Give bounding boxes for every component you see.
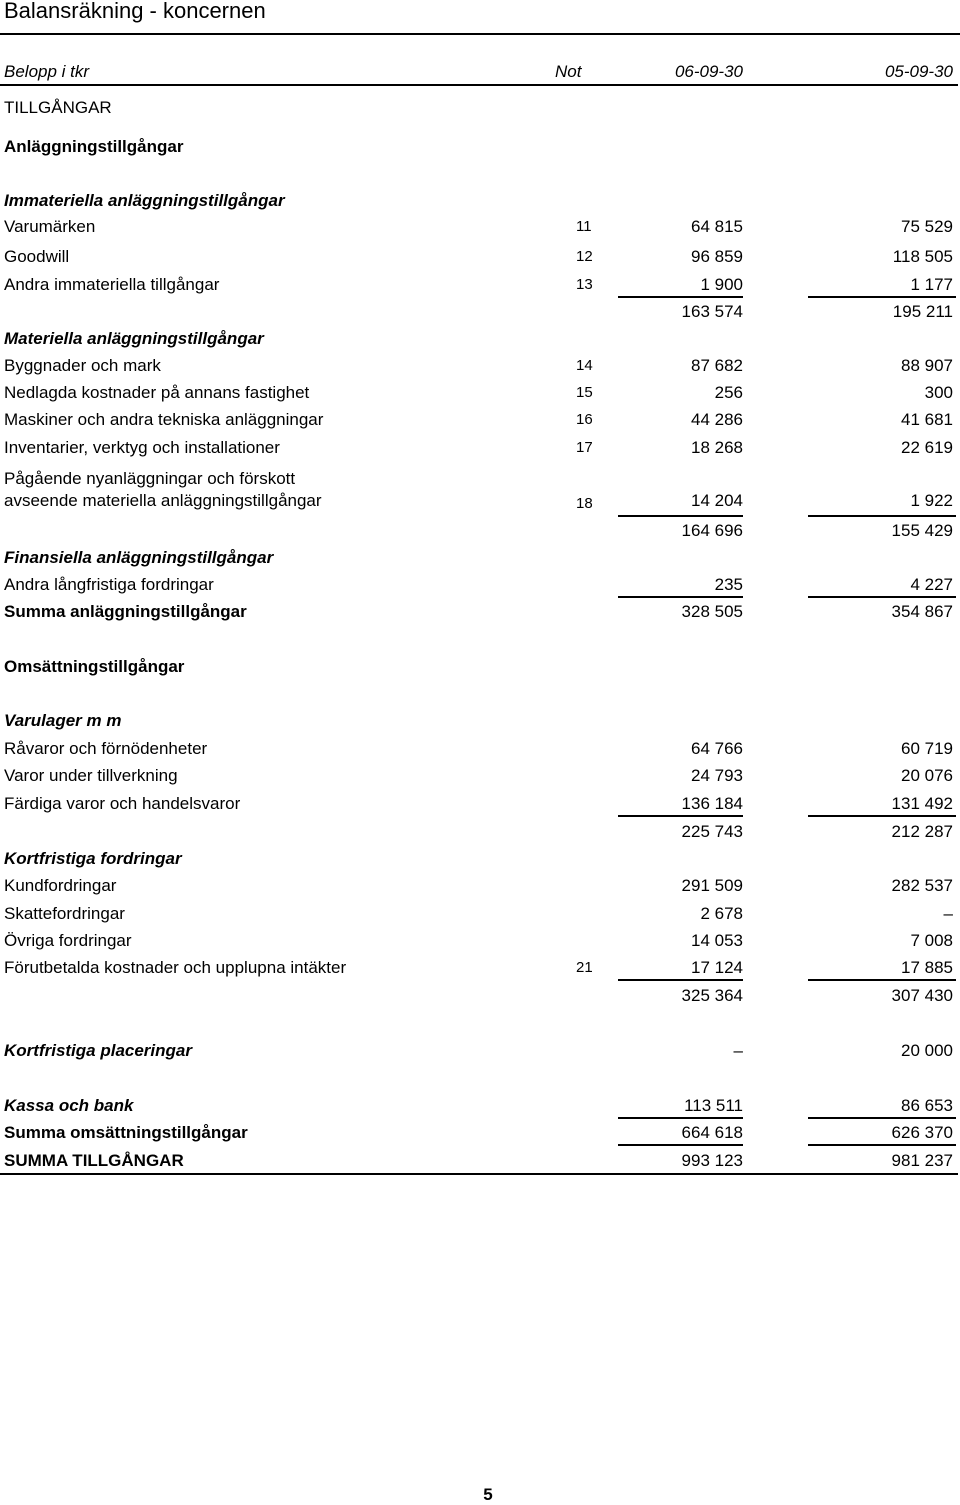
value-2006: 235 <box>714 575 743 594</box>
subheading-label: Kortfristiga fordringar <box>4 849 182 868</box>
value-2005: 60 719 <box>901 739 953 758</box>
note-ref: 17 <box>576 439 593 456</box>
value-2005: 75 529 <box>901 217 953 236</box>
col2-header: 05-09-30 <box>884 62 953 81</box>
value-2005: 1 177 <box>910 275 953 294</box>
value-2005: 118 505 <box>892 247 953 266</box>
value-2005: 7 008 <box>910 931 953 950</box>
sum-rule <box>618 815 743 817</box>
sum-rule <box>618 596 743 598</box>
sum-rule <box>618 1117 743 1119</box>
kassa-bank-row <box>4 1095 954 1117</box>
total-2006: 664 618 <box>681 1123 743 1142</box>
row-label: Varor under tillverkning <box>4 766 178 785</box>
table-row <box>4 738 954 760</box>
value-2005: – <box>943 904 953 923</box>
table-row <box>4 468 954 514</box>
note-ref: 11 <box>576 218 592 235</box>
value-2005: 1 922 <box>910 491 953 510</box>
sum-rule <box>618 296 743 298</box>
value-2006: 2 678 <box>700 904 743 923</box>
subheading-label: Varulager m m <box>4 711 122 730</box>
grand-total-2005: 981 237 <box>891 1151 953 1170</box>
subtotal-row <box>4 821 954 843</box>
section-anlaggning <box>4 136 954 158</box>
value-2006: 64 766 <box>691 739 743 758</box>
value-2006: 14 053 <box>691 931 743 950</box>
page-number-text: 5 <box>483 1485 493 1504</box>
table-row <box>4 274 954 296</box>
subtotal-2006: 163 574 <box>681 302 743 321</box>
page-title: Balansräkning - koncernen <box>4 0 266 23</box>
sum-rule <box>808 596 956 598</box>
value-2005: 282 537 <box>891 876 953 895</box>
section-label: Anläggningstillgångar <box>4 137 184 156</box>
note-ref: 15 <box>576 384 593 401</box>
sum-rule <box>808 296 956 298</box>
row-label: Byggnader och mark <box>4 356 161 375</box>
note-ref: 21 <box>576 959 593 976</box>
value-2005: 4 227 <box>910 575 953 594</box>
section-label: Omsättningstillgångar <box>4 657 185 676</box>
table-row <box>4 409 954 431</box>
table-row <box>4 355 954 377</box>
value-2006: 136 184 <box>681 794 743 813</box>
subheading-immateriella <box>4 190 954 212</box>
col1-header: 06-09-30 <box>674 62 743 81</box>
note-ref: 13 <box>576 276 593 293</box>
section-omsattning <box>4 656 954 678</box>
subtotal-2005: 155 429 <box>891 521 953 540</box>
value-2006: 64 815 <box>691 217 743 236</box>
value-2006: 17 124 <box>691 958 743 977</box>
table-row <box>4 246 954 268</box>
table-row <box>4 382 954 404</box>
grand-total-row <box>4 1150 954 1172</box>
subheading-label: Immateriella anläggningstillgångar <box>4 191 285 210</box>
row-label-line1: Pågående nyanläggningar och förskott <box>4 469 296 488</box>
note-ref: 12 <box>576 248 593 265</box>
row-label: Skattefordringar <box>4 904 125 923</box>
note-ref: 18 <box>576 495 593 512</box>
value-2005: 20 076 <box>901 766 953 785</box>
total-2006: 328 505 <box>681 602 743 621</box>
subtotal-row <box>4 520 954 542</box>
value-2006: 96 859 <box>691 247 743 266</box>
note-ref: 16 <box>576 411 593 428</box>
row-label <box>4 468 424 512</box>
total-2005: 626 370 <box>891 1123 953 1142</box>
kortfristiga-placeringar-row <box>4 1040 954 1062</box>
subtotal-row <box>4 301 954 323</box>
subtotal-row <box>4 985 954 1007</box>
sum-rule <box>618 979 743 981</box>
subtotal-2006: 164 696 <box>681 521 743 540</box>
row-label: Andra långfristiga fordringar <box>4 575 214 594</box>
section-tillgangar <box>4 97 954 119</box>
value-2006: 14 204 <box>691 491 743 510</box>
row-label: Nedlagda kostnader på annans fastighet <box>4 383 310 402</box>
sum-rule <box>808 1117 956 1119</box>
value-2006: 18 268 <box>691 438 743 457</box>
subtotal-2005: 195 211 <box>892 302 953 321</box>
bottom-rule <box>0 1173 958 1175</box>
sum-rule <box>808 1144 956 1146</box>
page-number <box>0 1485 960 1505</box>
subheading-label: Finansiella anläggningstillgångar <box>4 548 274 567</box>
row-label: Varumärken <box>4 217 96 236</box>
table-row <box>4 574 954 596</box>
sum-rule <box>808 979 956 981</box>
total-2005: 354 867 <box>891 602 953 621</box>
value-2006: 291 509 <box>681 876 743 895</box>
value-2006: – <box>733 1041 743 1060</box>
row-label: Inventarier, verktyg och installationer <box>4 438 280 457</box>
value-2005: 300 <box>924 383 953 402</box>
row-label-line2: avseende materiella anläggningstillgångar <box>4 491 322 510</box>
belopp-label: Belopp i tkr <box>4 62 90 81</box>
table-row <box>4 903 954 925</box>
table-row <box>4 765 954 787</box>
value-2005: 86 653 <box>901 1096 953 1115</box>
subheading-varulager <box>4 710 954 732</box>
value-2006: 24 793 <box>691 766 743 785</box>
sum-rule <box>808 515 956 517</box>
column-header <box>4 61 954 83</box>
header-rule <box>0 84 958 86</box>
value-2006: 1 900 <box>700 275 743 294</box>
table-row <box>4 216 954 238</box>
row-label: Goodwill <box>4 247 70 266</box>
row-label: Kundfordringar <box>4 876 117 895</box>
value-2005: 22 619 <box>901 438 953 457</box>
title-rule <box>0 33 960 35</box>
sum-rule <box>618 515 743 517</box>
section-label: TILLGÅNGAR <box>4 98 112 117</box>
subtotal-2005: 307 430 <box>891 986 953 1005</box>
row-label: Maskiner och andra tekniska anläggningar <box>4 410 324 429</box>
value-2005: 20 000 <box>901 1041 953 1060</box>
subheading-kortfristiga-fordringar <box>4 848 954 870</box>
sum-rule <box>808 815 956 817</box>
grand-total-2006: 993 123 <box>681 1151 743 1170</box>
table-row <box>4 437 954 459</box>
subtotal-2005: 212 287 <box>891 822 953 841</box>
row-label: Summa anläggningstillgångar <box>4 602 247 621</box>
table-row <box>4 793 954 815</box>
table-row <box>4 930 954 952</box>
value-2006: 44 286 <box>691 410 743 429</box>
table-row <box>4 875 954 897</box>
row-label: Färdiga varor och handelsvaror <box>4 794 241 813</box>
subtotal-2006: 225 743 <box>681 822 743 841</box>
subheading-label: Materiella anläggningstillgångar <box>4 329 264 348</box>
value-2005: 17 885 <box>901 958 953 977</box>
value-2005: 88 907 <box>901 356 953 375</box>
row-label: Andra immateriella tillgångar <box>4 275 220 294</box>
subtotal-2006: 325 364 <box>681 986 743 1005</box>
row-label: Summa omsättningstillgångar <box>4 1123 248 1142</box>
total-row <box>4 601 954 623</box>
value-2006: 87 682 <box>691 356 743 375</box>
value-2006: 113 511 <box>684 1096 743 1115</box>
row-label: Förutbetalda kostnader och upplupna intäkter <box>4 958 347 977</box>
row-label: Råvaror och förnödenheter <box>4 739 208 758</box>
row-label: Kortfristiga placeringar <box>4 1041 192 1060</box>
not-header: Not <box>555 62 582 81</box>
row-label: SUMMA TILLGÅNGAR <box>4 1151 184 1170</box>
sum-rule <box>618 1144 743 1146</box>
subheading-materiella <box>4 328 954 350</box>
row-label: Övriga fordringar <box>4 931 132 950</box>
value-2005: 131 492 <box>891 794 953 813</box>
note-ref: 14 <box>576 357 593 374</box>
total-row <box>4 1122 954 1144</box>
table-row <box>4 957 954 979</box>
subheading-finansiella <box>4 547 954 569</box>
row-label: Kassa och bank <box>4 1096 134 1115</box>
value-2005: 41 681 <box>901 410 953 429</box>
value-2006: 256 <box>714 383 743 402</box>
